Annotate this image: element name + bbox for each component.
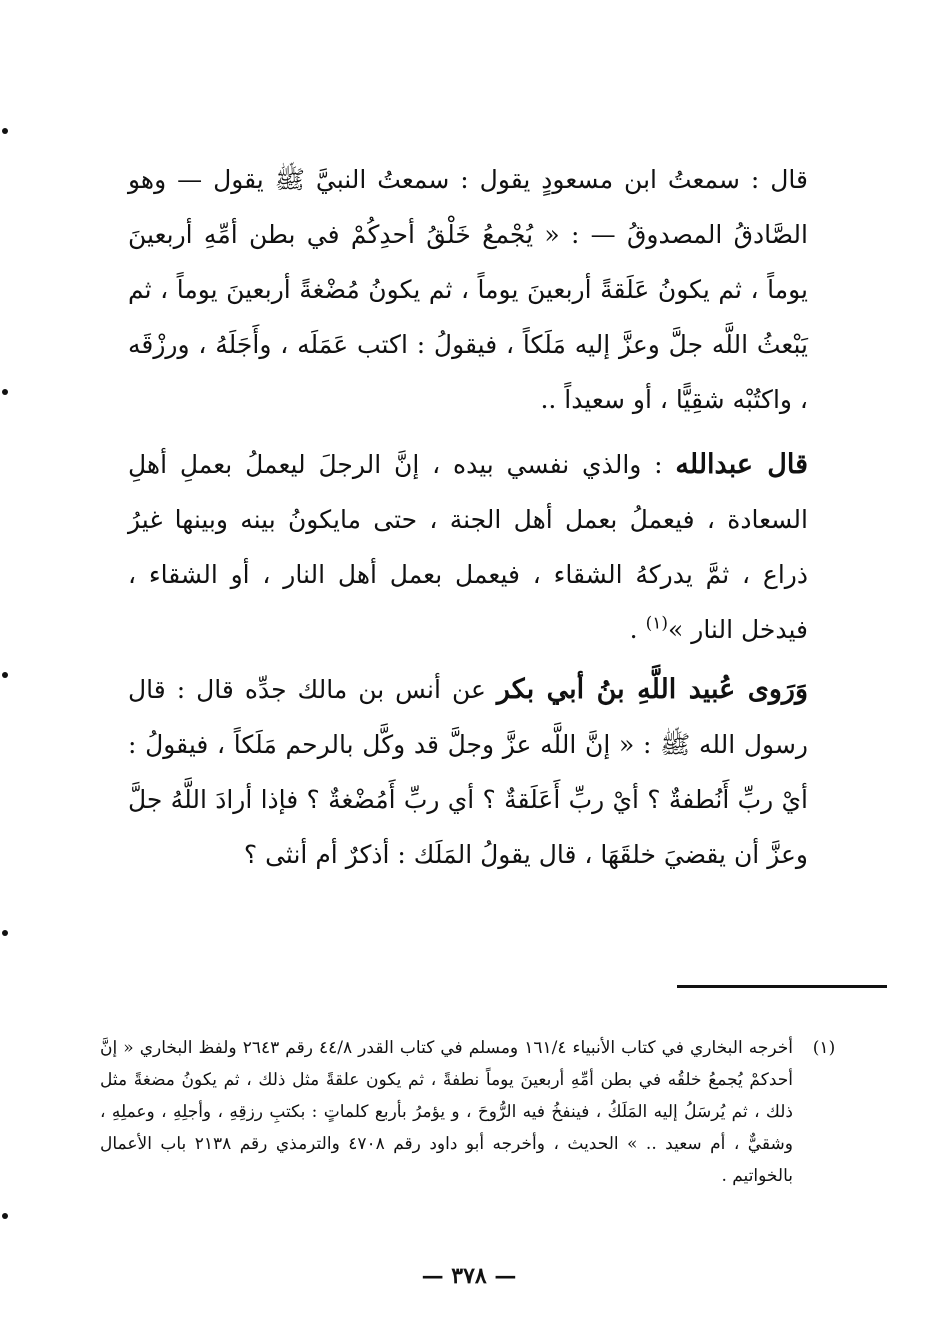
- scan-edge-mark: [2, 930, 8, 936]
- scan-edge-mark: [2, 128, 8, 134]
- paragraph-text: : والذي نفسي بيده ، إنَّ الرجلَ ليعملُ بعملِ أهلِ السعادة ، فيعملُ بعمل أهل الجنة ، حتى مايكونُ بينه وبينها غيرُ ذراع ، ثمَّ يدركهُ الشقاء ، فيعمل بعمل أهل النار ، أو الشقاء ، فيدخل النار »: [128, 450, 808, 644]
- paragraph-tail: .: [629, 615, 646, 644]
- footnote-reference[interactable]: (١): [645, 613, 668, 634]
- hadith-paragraph-3: [128, 662, 808, 882]
- footnote-divider: [677, 985, 887, 988]
- hadith-paragraph-1: [128, 152, 808, 427]
- paragraph-text: عن أنس بن مالك جدِّه قال : قال رسول الله ﷺ : « إنَّ اللَّه عزَّ وجلَّ قد وكَّل بالرحم مَلَكاً ، فيقولُ : أيْ ربِّ أَنُطفةٌ ؟ أيْ ربِّ أَعَلَقةٌ ؟ أي ربِّ أَمُضْغةٌ ؟ فإذا أرادَ اللَّهُ جلَّ وعزَّ أن يقضيَ خلقَهَا ، قال يقولُ المَلَك : أذكرٌ أم أنثى ؟: [128, 675, 808, 869]
- footnote-text: أخرجه البخاري في كتاب الأنبياء ١٦١/٤ ومسلم في كتاب القدر ٤٤/٨ رقم ٢٦٤٣ ولفظ البخاري « إنَّ أحدكمْ يُجمعُ خلقُه في بطن أمِّهِ أربعينَ يوماً نطفةً ، ثم يكون علقةً مثل ذلك ، ثم يكونُ مضغةً مثل ذلك ، ثم يُرسَلُ إليه المَلَكُ ، فينفخُ فيه الرُّوحَ ، و يؤمرُ بأربع كلماتٍ : بكتبِ رزقِهِ ، وأجلِهِ ، وعملِهِ ، وشقيٌّ ، أم سعيد .. » الحديث ، وأخرجه أبو داود رقم ٤٧٠٨ والترمذي رقم ٢١٣٨ باب الأعمال بالخواتيم .: [100, 1038, 793, 1186]
- paragraph-text: قال : سمعتُ ابن مسعودٍ يقول : سمعتُ النبيَّ ﷺ يقول — وهو الصَّادقُ المصدوقُ — : « يُجْمعُ خَلْقُ أحدِكُمْ في بطن أمِّهِ أربعينَ يوماً ، ثم يكونُ عَلَقةً أربعينَ يوماً ، ثم يكونُ مُضْغةً أربعينَ يوماً ، ثم يَبْعثُ اللَّه جلَّ وعزَّ إليه مَلَكاً ، فيقولُ : اكتب عَمَلَه ، وأَجَلَهُ ، ورزْقَه ، واكتُبْه شقِيًّا ، أو سعيداً ..: [128, 165, 808, 414]
- page-number: — ٣٧٨ —: [421, 1263, 517, 1289]
- footnote-marker: (١): [812, 1038, 836, 1058]
- footnote: [100, 1032, 845, 1192]
- hadith-paragraph-2: [128, 437, 808, 657]
- scan-edge-mark: [2, 672, 8, 678]
- paragraph-lead: قال عبدالله: [675, 449, 808, 480]
- scan-edge-mark: [2, 1213, 8, 1219]
- scan-edge-mark: [2, 389, 8, 395]
- paragraph-lead: وَرَوى عُبيد اللَّهِ بنُ أبي بكر: [496, 674, 808, 705]
